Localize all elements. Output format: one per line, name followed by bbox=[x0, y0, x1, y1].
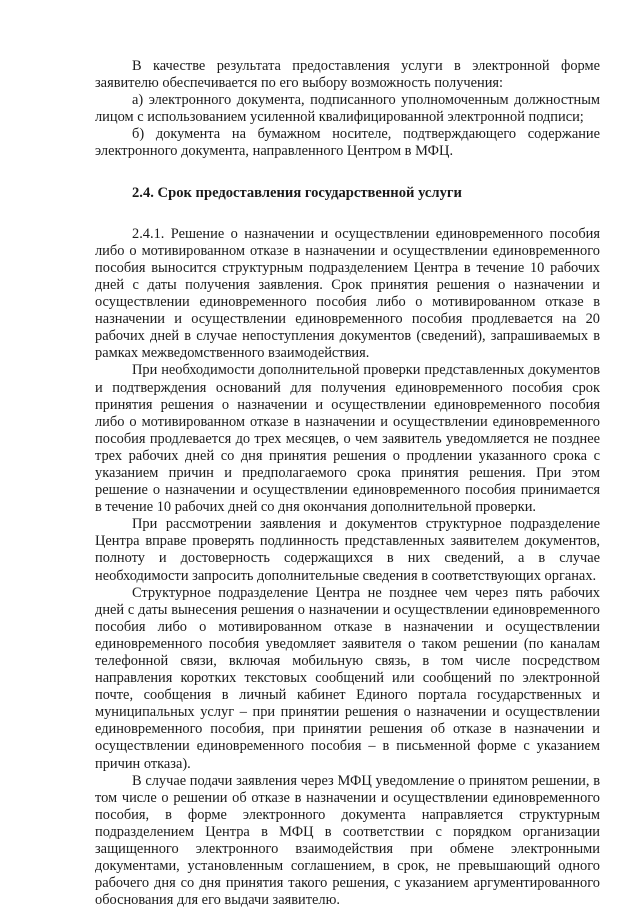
option-b-paragraph: б) документа на бумажном носителе, подтверждающего содержание электронного документа, направленного Центром в МФЦ. bbox=[95, 126, 600, 160]
body-paragraph: 2.4.1. Решение о назначении и осуществлении единовременного пособия либо о мотивированном отказе в назначении и осуществлении единовременного пособия выносится структурным подразделением Центра в течение 10 рабочих дней с даты получения заявления. Срок принятия решения о назначении и осуществлении единовременного пособия либо о мотивированном отказе в назначении и осуществлении единовременного пособия продлевается на 20 рабочих дней в случае непоступления документов (сведений), запрашиваемых в рамках межведомственного взаимодействия. bbox=[95, 225, 600, 362]
body-paragraph: В случае подачи заявления через МФЦ уведомление о принятом решении, в том числе о решении об отказе в назначении и осуществлении единовременного пособия, в форме электронного документа направляется структурным подразделением Центра в МФЦ в соответствии с порядком организации защищенного электронного взаимодействия при обмене электронными документами, установленным соглашением, в срок, не превышающий одного рабочего дня со дня принятия такого решения, с указанием аргументированного обоснования для его выдачи заявителю. bbox=[95, 772, 600, 909]
intro-paragraph: В качестве результата предоставления услуги в электронной форме заявителю обеспечивается по его выбору возможность получения: bbox=[95, 58, 600, 92]
option-a-paragraph: а) электронного документа, подписанного уполномоченным должностным лицом с использованием усиленной квалифицированной электронной подписи; bbox=[95, 92, 600, 126]
body-paragraph: При рассмотрении заявления и документов структурное подразделение Центра вправе проверять подлинность представленных заявителем документов, полноту и достоверность содержащихся в них сведений, а в случае необходимости запросить дополнительные сведения в соответствующих органах. bbox=[95, 516, 600, 584]
body-paragraph: При необходимости дополнительной проверки представленных документов и подтверждения оснований для получения единовременного пособия срок принятия решения о назначении и осуществлении единовременного пособия либо о мотивированном отказе в назначении и осуществлении единовременного пособия продлевается до трех месяцев, о чем заявитель уведомляется не позднее трех рабочих дней со дня принятия решения о продлении указанного срока с указанием причин и предполагаемого срока принятия решения. При этом решение о назначении и осуществлении единовременного пособия принимается в течение 10 рабочих дней со дня окончания дополнительной проверки. bbox=[95, 362, 600, 516]
section-heading: 2.4. Срок предоставления государственной услуги bbox=[132, 184, 462, 201]
body-paragraph: Структурное подразделение Центра не позднее чем через пять рабочих дней с даты вынесения решения о назначении и осуществлении единовременного пособия либо о мотивированном отказе в назначении и осуществлении единовременного пособия уведомляет заявителя о таком решении (по каналам телефонной связи, включая мобильную связь, в том числе посредством направления коротких текстовых сообщений или сообщений по электронной почте, сообщения в личный кабинет Единого портала государственных и муниципальных услуг – при принятии решения о назначении и осуществлении единовременного пособия, при принятии решения об отказе в назначении и осуществлении единовременного пособия – в письменной форме с указанием причин отказа). bbox=[95, 584, 600, 772]
